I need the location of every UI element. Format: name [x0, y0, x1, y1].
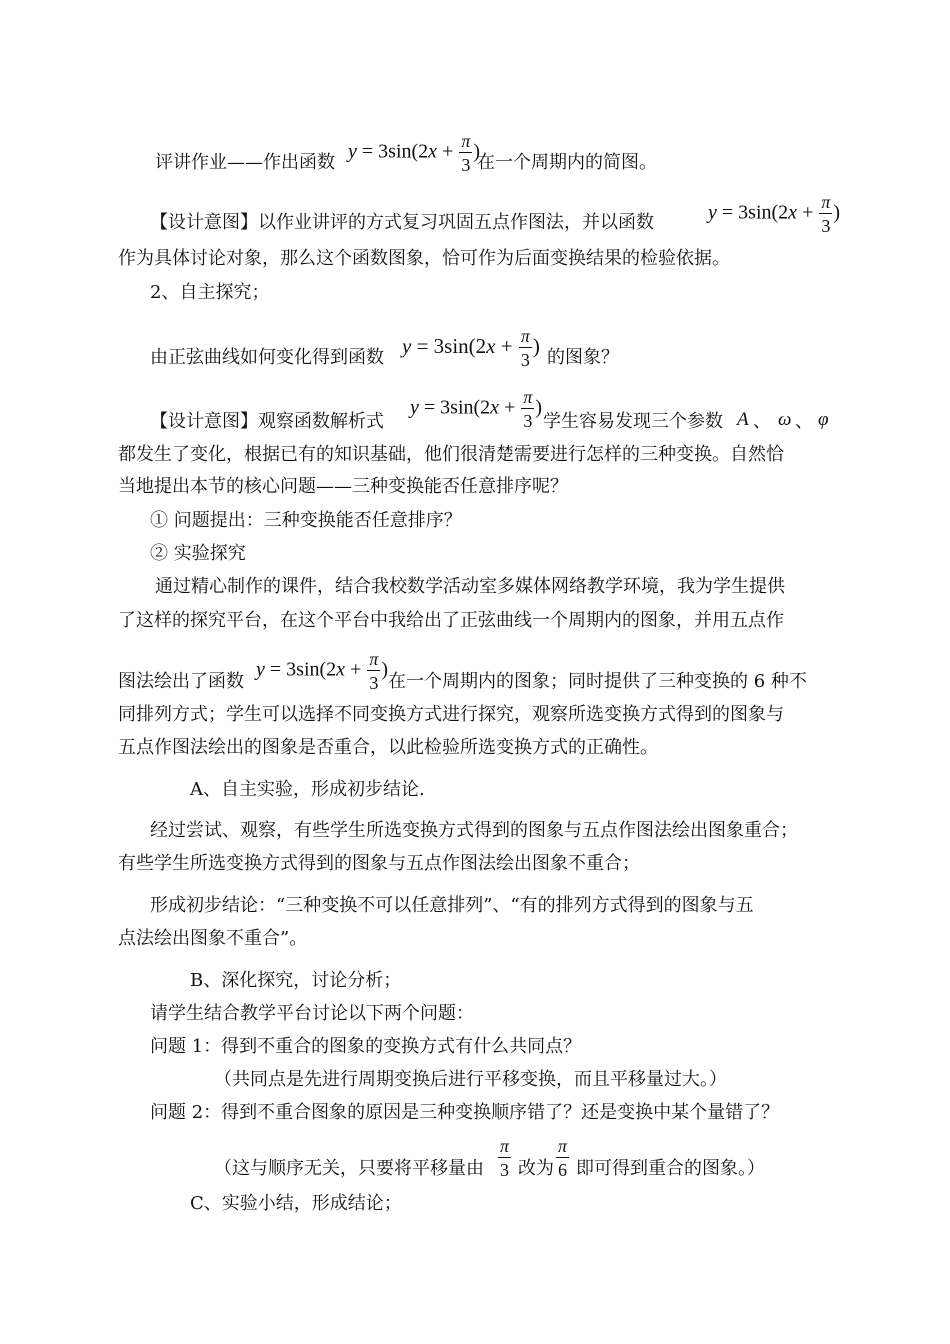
subsection-heading: C、实验小结，形成结论；: [190, 1193, 402, 1214]
text-fragment: 改为: [518, 1158, 554, 1179]
text-line: 由正弦曲线如何变化得到函数: [150, 347, 384, 368]
text-line: 在一个周期内的简图。: [477, 152, 657, 173]
fraction-pi-6: $\frac{\pi}{6}$: [558, 1136, 568, 1180]
text-line: 作为具体讨论对象，那么这个函数图象，恰可作为后面变换结果的检验依据。: [118, 248, 730, 269]
subsection-heading: A、自主实验，形成初步结论.: [190, 779, 425, 800]
fraction-pi-3: $\frac{\pi}{3}$: [500, 1136, 510, 1180]
text-line: 都发生了变化，根据已有的知识基础，他们很清楚需要进行怎样的三种变换。自然恰: [118, 444, 784, 465]
text-line: 在一个周期内的图象；同时提供了三种变换的 6 种不: [388, 671, 807, 692]
formula-5: y = 3sin(2x + $\frac{\pi}{3}$ ): [256, 649, 389, 693]
text-line: 图法绘出了函数: [118, 671, 244, 692]
param-a: A: [737, 409, 749, 430]
formula-2: y = 3sin(2x + $\frac{\pi}{3}$ ): [708, 192, 841, 236]
text-line: 点法绘出图象不重合”。: [118, 928, 308, 949]
list-item: ② 实验探究: [150, 543, 246, 564]
text-separator: 、: [753, 411, 771, 432]
text-line: 了这样的探究平台，在这个平台中我给出了正弦曲线一个周期内的图象，并用五点作: [118, 610, 784, 631]
text-line: 评讲作业——作出函数: [155, 152, 335, 173]
param-omega: ω: [778, 409, 792, 430]
question-2: 问题 2：得到不重合图象的原因是三种变换顺序错了？还是变换中某个量错了？: [150, 1102, 780, 1123]
text-line: 形成初步结论：“三种变换不可以任意排列”、“有的排列方式得到的图象与五: [150, 895, 754, 916]
text-line: 同排列方式；学生可以选择不同变换方式进行探究，观察所选变换方式得到的图象与: [118, 704, 784, 725]
text-line: 请学生结合教学平台讨论以下两个问题：: [150, 1003, 474, 1024]
text-line: 经过尝试、观察，有些学生所选变换方式得到的图象与五点作图法绘出图象重合；: [150, 820, 798, 841]
text-line: 的图象？: [547, 347, 619, 368]
text-line: 【设计意图】观察函数解析式: [150, 411, 384, 432]
list-item: ① 问题提出：三种变换能否任意排序？: [150, 510, 462, 531]
question-1: 问题 1：得到不重合的图象的变换方式有什么共同点？: [150, 1036, 582, 1057]
text-separator: 、: [795, 411, 813, 432]
section-heading: 2、自主探究；: [150, 282, 270, 303]
text-line: 五点作图法绘出的图象是否重合，以此检验所选变换方式的正确性。: [118, 737, 658, 758]
subsection-heading: B、深化探究，讨论分析；: [190, 970, 402, 991]
answer-2: （这与顺序无关，只要将平移量由: [214, 1158, 484, 1179]
answer-1: （共同点是先进行周期变换后进行平移变换，而且平移量过大。）: [214, 1069, 727, 1090]
formula-4: y = 3sin(2x + $\frac{\pi}{3}$ ): [410, 387, 543, 431]
text-line: 学生容易发现三个参数: [543, 411, 723, 432]
formula-1: y = 3sin(2x + $\frac{\pi}{3}$ ): [348, 131, 481, 175]
text-line: 通过精心制作的课件，结合我校数学活动室多媒体网络教学环境，我为学生提供: [155, 576, 785, 597]
text-line: 当地提出本节的核心问题——三种变换能否任意排序呢？: [118, 476, 568, 497]
text-fragment: 即可得到重合的图象。）: [576, 1158, 765, 1179]
text-line: 【设计意图】以作业讲评的方式复习巩固五点作图法，并以函数: [150, 212, 654, 233]
text-line: 有些学生所选变换方式得到的图象与五点作图法绘出图象不重合；: [118, 853, 640, 874]
formula-3: y = 3sin(2x + $\frac{\pi}{3}$ ): [402, 326, 540, 370]
param-phi: φ: [818, 409, 829, 430]
